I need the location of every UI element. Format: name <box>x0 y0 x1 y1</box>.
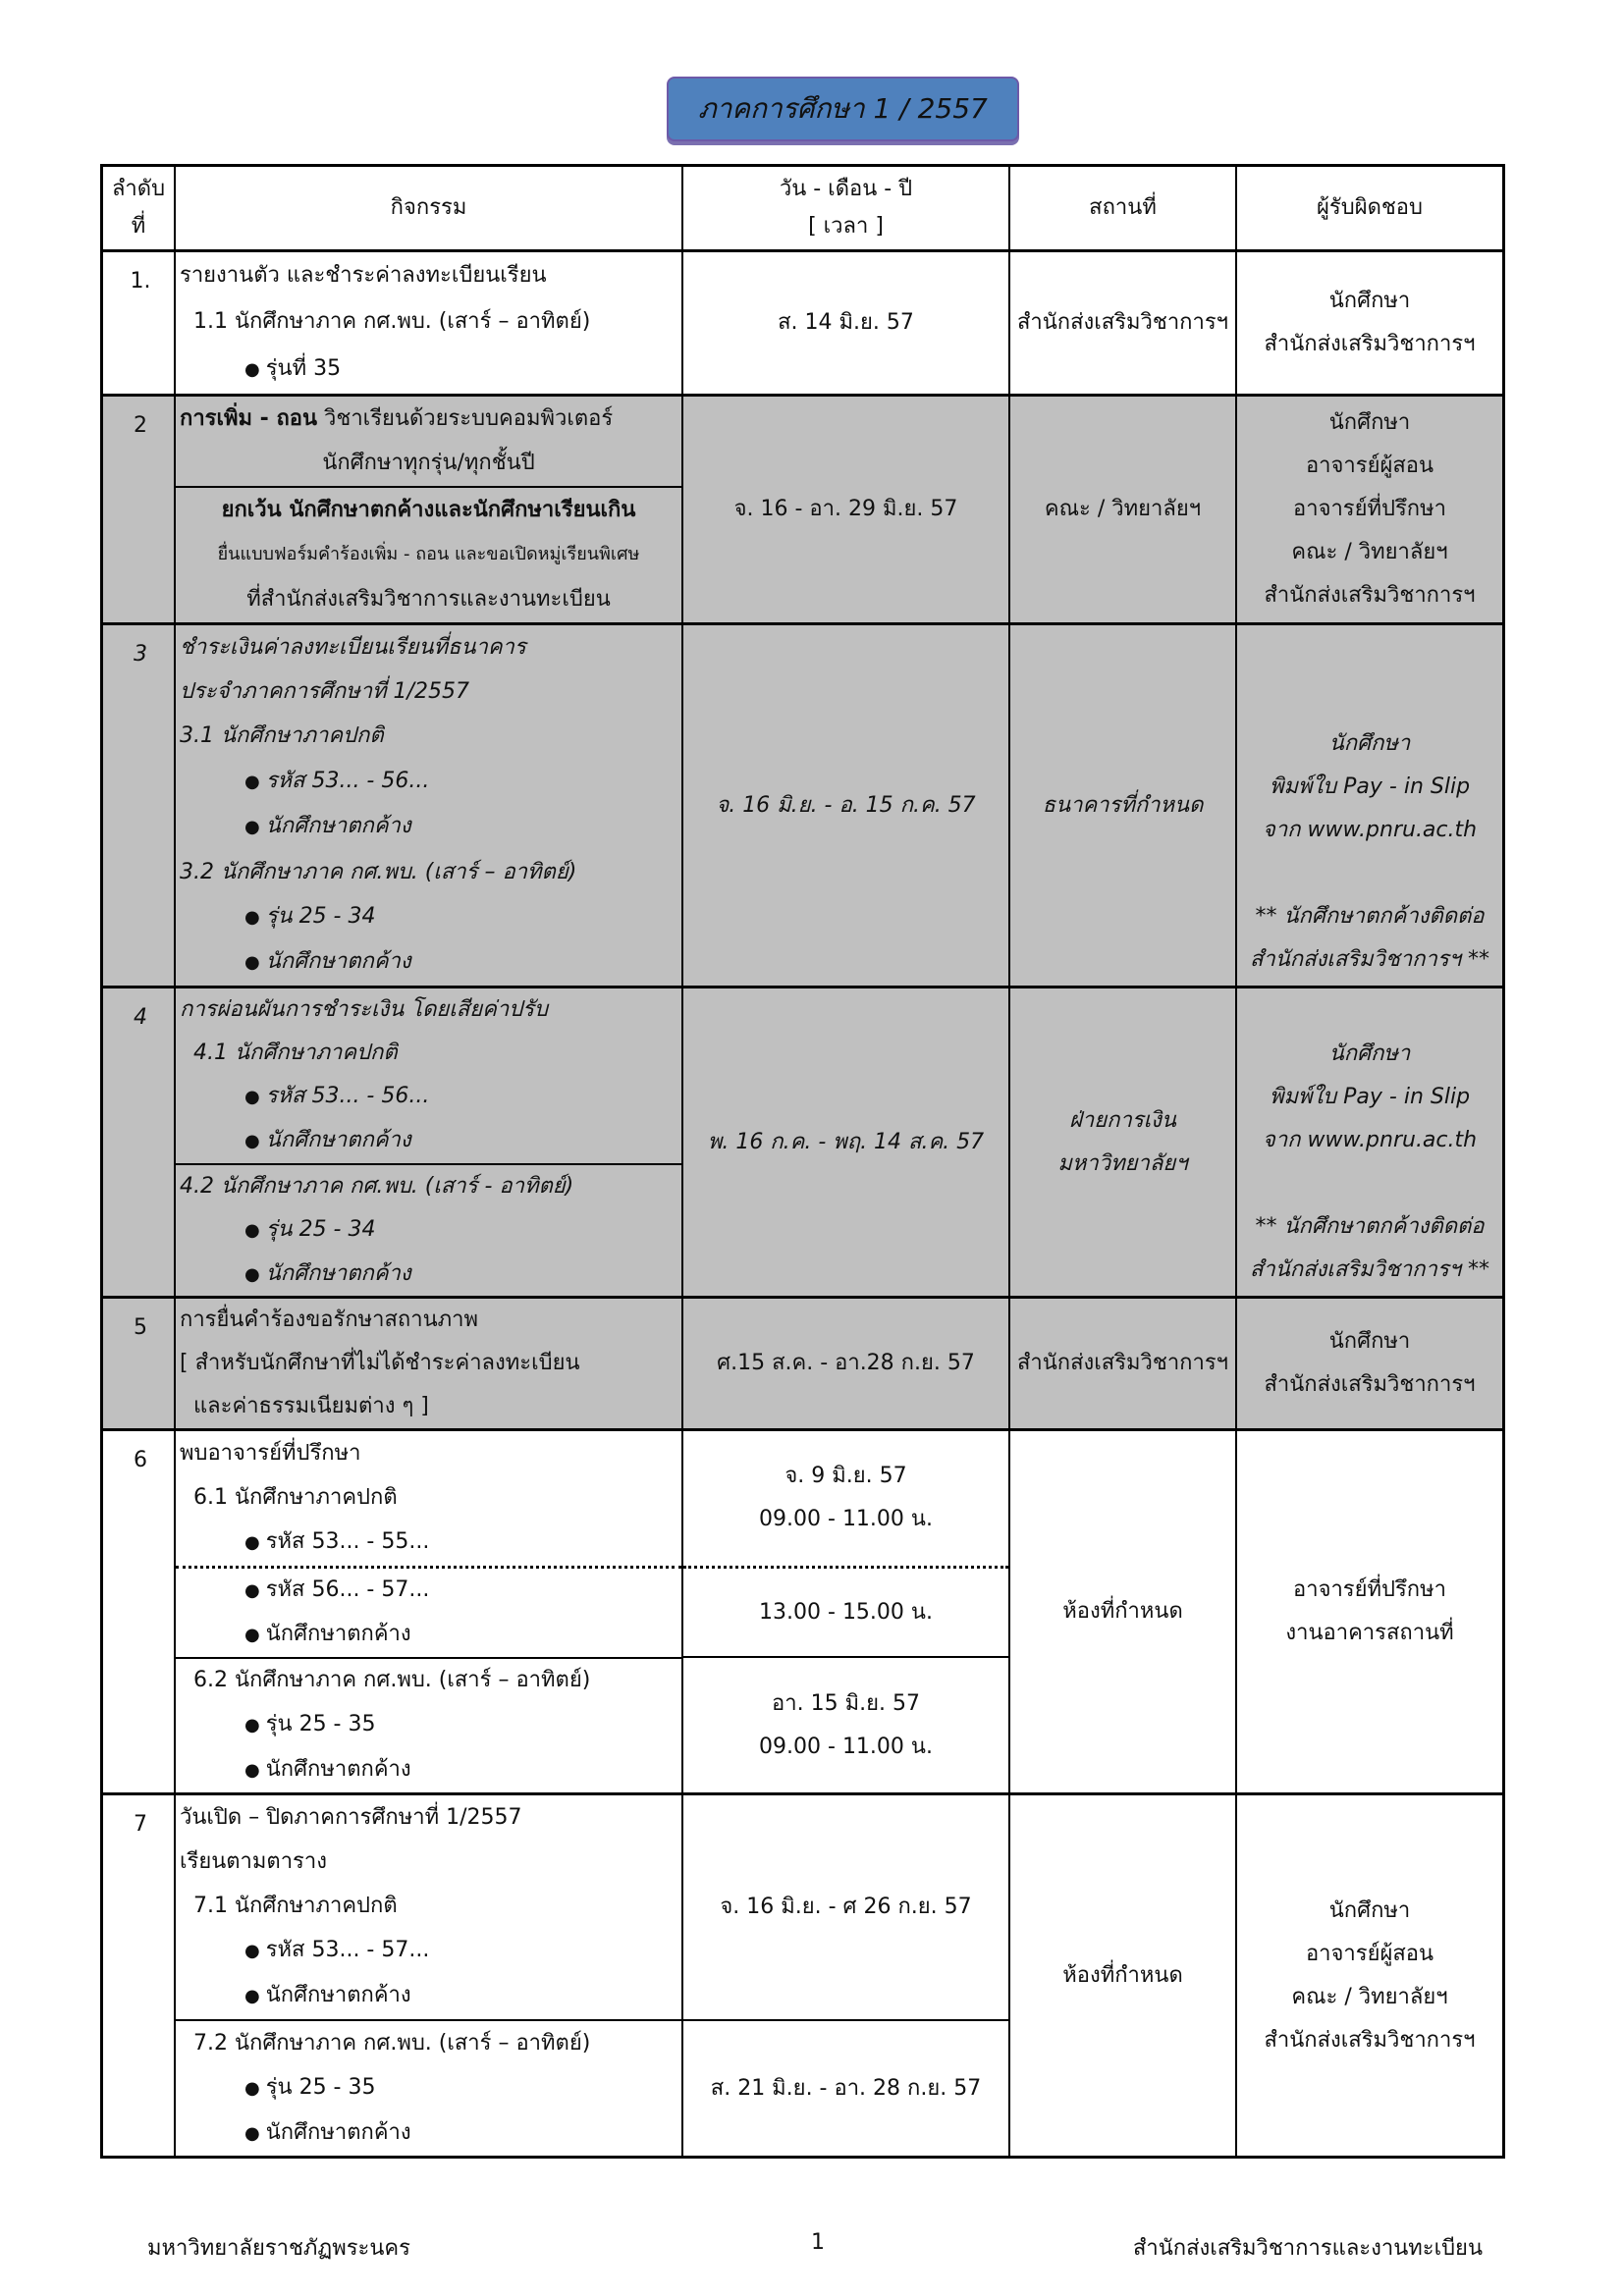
row-number: 5 <box>134 1315 147 1340</box>
place-cell <box>1008 988 1235 1296</box>
activity-text: นักศึกษาตกค้าง <box>265 2119 411 2145</box>
activity-line <box>176 1929 681 1973</box>
activity-line <box>176 1476 681 1520</box>
activity-line <box>176 300 681 344</box>
activity-text: การยื่นคำร้องขอรักษาสถานภาพ <box>180 1308 479 1332</box>
row-number: 7 <box>134 1812 147 1837</box>
activity-line <box>176 940 681 985</box>
activity-text: วิชาเรียนด้วยระบบคอมพิวเตอร์ <box>317 405 614 431</box>
activity-line <box>176 1613 681 1657</box>
header-activity <box>174 167 681 249</box>
date-text: 09.00 - 11.00 น. <box>759 1507 933 1532</box>
activity-line <box>176 626 681 669</box>
responsible-cell <box>1235 397 1502 622</box>
responsible-text: นักศึกษา <box>1328 1041 1411 1066</box>
activity-text: ชำระเงินค่าลงทะเบียนเรียนที่ธนาคาร <box>180 634 526 660</box>
header-no <box>103 167 174 249</box>
date-text: ส. 21 มิ.ย. - อา. 28 ก.ย. 57 <box>710 2075 982 2101</box>
header-date-text: วัน - เดือน - ปี <box>779 177 913 201</box>
place-text: ห้องที่กำหนด <box>1062 1599 1183 1624</box>
place-text: สำนักส่งเสริมวิชาการฯ <box>1016 310 1229 335</box>
activity-text: รหัส 56... - 57... <box>265 1576 430 1602</box>
row-number-cell <box>103 252 174 394</box>
responsible-text: ** นักศึกษาตกค้างติดต่อ <box>1255 1214 1485 1239</box>
date-text: ส. 14 มิ.ย. 57 <box>778 310 914 335</box>
row-number-cell <box>103 625 174 986</box>
activity-text: [ สำหรับนักศึกษาที่ไม่ได้ชำระค่าลงทะเบียน <box>180 1351 580 1375</box>
date-block <box>683 397 1008 622</box>
schedule-table <box>100 164 1505 2159</box>
activity-text: รุ่นที่ 35 <box>265 356 342 382</box>
bullet-icon: ● <box>244 1714 260 1735</box>
header-place-text: สถานที่ <box>1089 195 1157 220</box>
date-cell <box>681 625 1008 986</box>
table-row <box>103 394 1502 622</box>
table-row <box>103 249 1502 394</box>
activity-line <box>176 895 681 939</box>
activity-line <box>176 1342 681 1385</box>
activity-line <box>176 1974 681 2018</box>
activity-text: นักศึกษาตกค้าง <box>265 1261 411 1286</box>
bullet-icon: ● <box>244 906 260 928</box>
activity-line <box>176 1075 681 1119</box>
bullet-icon: ● <box>244 1264 260 1285</box>
activity-cell <box>174 252 681 394</box>
activity-text: 3.2 นักศึกษาภาค กศ.พบ. (เสาร์ – อาทิตย์) <box>180 859 577 884</box>
date-block <box>683 1566 1008 1656</box>
responsible-text: สำนักส่งเสริมวิชาการฯ ** <box>1249 947 1490 972</box>
responsible-cell <box>1235 1431 1502 1792</box>
activity-text: พบอาจารย์ที่ปรึกษา <box>180 1440 361 1466</box>
activity-line <box>176 805 681 849</box>
responsible-text: คณะ / วิทยาลัยฯ <box>1291 540 1448 564</box>
place-text: ห้องที่กำหนด <box>1062 1962 1183 1988</box>
activity-block <box>176 988 681 1163</box>
footer-university: มหาวิทยาลัยราชภัฏพระนคร <box>147 2236 410 2261</box>
bullet-icon: ● <box>244 1986 260 2007</box>
activity-text: 6.1 นักศึกษาภาคปกติ <box>193 1484 398 1510</box>
responsible-cell <box>1235 252 1502 394</box>
row-number-cell <box>103 1431 174 1792</box>
row-number-cell <box>103 988 174 1296</box>
activity-text: 4.2 นักศึกษาภาค กศ.พบ. (เสาร์ - อาทิตย์) <box>180 1174 574 1199</box>
activity-line <box>176 1385 681 1428</box>
row-number: 2 <box>134 413 147 438</box>
date-block <box>683 252 1008 394</box>
responsible-text: อาจารย์ที่ปรึกษา <box>1293 497 1446 521</box>
header-date-text: [ เวลา ] <box>808 214 884 239</box>
table-row <box>103 986 1502 1296</box>
bullet-icon: ● <box>244 1131 260 1151</box>
activity-line <box>176 2022 681 2065</box>
activity-block <box>176 1431 681 1566</box>
activity-cell <box>174 1795 681 2156</box>
place-cell <box>1008 397 1235 622</box>
activity-text: 1.1 นักศึกษาภาค กศ.พบ. (เสาร์ – อาทิตย์) <box>193 309 591 335</box>
bullet-icon: ● <box>244 1941 260 1962</box>
activity-text: นักศึกษาตกค้าง <box>265 1128 411 1152</box>
activity-text: นักศึกษาตกค้าง <box>265 814 411 839</box>
activity-text: นักศึกษาตกค้าง <box>265 1621 411 1646</box>
activity-line <box>176 1796 681 1840</box>
row-number: 6 <box>134 1448 147 1472</box>
date-text: จ. 16 - อา. 29 มิ.ย. 57 <box>733 497 958 521</box>
header-activity-text: กิจกรรม <box>390 195 467 220</box>
responsible-cell <box>1235 988 1502 1296</box>
date-text: พ. 16 ก.ค. - พฤ. 14 ส.ค. 57 <box>707 1129 985 1154</box>
responsible-text: นักศึกษา <box>1328 731 1411 756</box>
footer-office: สำนักส่งเสริมวิชาการและงานทะเบียน <box>1132 2236 1483 2261</box>
activity-text: นักศึกษาทุกรุ่น/ทุกชั้นปี <box>322 451 535 476</box>
place-text: มหาวิทยาลัยฯ <box>1057 1150 1188 1176</box>
responsible-text: สำนักส่งเสริมวิชาการฯ ** <box>1249 1257 1490 1282</box>
date-text: 13.00 - 15.00 น. <box>759 1599 933 1625</box>
responsible-text: ** นักศึกษาตกค้างติดต่อ <box>1255 904 1485 929</box>
semester-title: ภาคการศึกษา 1 / 2557 <box>667 77 1019 141</box>
activity-line <box>176 578 681 621</box>
activity-line <box>176 1521 681 1565</box>
date-block <box>683 1431 1008 1566</box>
activity-text: ที่สำนักส่งเสริมวิชาการและงานทะเบียน <box>246 587 611 613</box>
activity-line <box>176 715 681 758</box>
activity-text: และค่าธรรมเนียมต่าง ๆ ] <box>193 1394 429 1418</box>
row-number: 4 <box>134 1005 147 1030</box>
activity-cell <box>174 1431 681 1792</box>
date-cell <box>681 1431 1008 1792</box>
activity-line <box>176 1253 681 1297</box>
activity-cell <box>174 397 681 622</box>
bullet-icon: ● <box>244 771 260 792</box>
activity-line <box>176 851 681 894</box>
activity-text: รหัส 53... - 56... <box>265 1084 430 1108</box>
responsible-text: สำนักส่งเสริมวิชาการฯ <box>1264 583 1476 608</box>
activity-line <box>176 1569 681 1613</box>
bullet-icon: ● <box>244 2077 260 2099</box>
activity-text: นักศึกษาตกค้าง <box>265 949 411 975</box>
responsible-text: พิมพ์ใบ Pay - in Slip <box>1269 1085 1471 1109</box>
activity-text: การผ่อนผันการชำระเงิน โดยเสียค่าปรับ <box>180 997 548 1022</box>
activity-block <box>176 625 681 986</box>
activity-block <box>176 1163 681 1297</box>
activity-text: รุ่น 25 - 35 <box>265 2074 376 2100</box>
responsible-text: นักศึกษา <box>1328 1897 1411 1923</box>
responsible-text: นักศึกษา <box>1328 1329 1411 1354</box>
responsible-text: อาจารย์ที่ปรึกษา <box>1293 1577 1446 1602</box>
activity-line <box>176 988 681 1032</box>
header-no-text: ลำดับ <box>111 177 166 201</box>
activity-line <box>176 1885 681 1928</box>
place-cell <box>1008 252 1235 394</box>
activity-text: 7.2 นักศึกษาภาค กศ.พบ. (เสาร์ – อาทิตย์) <box>193 2030 591 2056</box>
activity-bold-text: การเพิ่ม - ถอน <box>180 405 318 431</box>
activity-line <box>176 254 681 297</box>
footer-page-number: 1 <box>811 2230 825 2255</box>
date-text: อา. 15 มิ.ย. 57 <box>772 1690 920 1716</box>
place-text: ฝ่ายการเงิน <box>1069 1107 1176 1133</box>
responsible-text: นักศึกษา <box>1328 289 1411 313</box>
activity-text: 6.2 นักศึกษาภาค กศ.พบ. (เสาร์ – อาทิตย์) <box>193 1667 591 1692</box>
activity-block <box>176 1795 681 2019</box>
activity-cell <box>174 1299 681 1428</box>
activity-line <box>176 2111 681 2156</box>
activity-line <box>176 2066 681 2110</box>
place-cell <box>1008 1795 1235 2156</box>
bullet-icon: ● <box>244 1087 260 1107</box>
date-block <box>683 1299 1008 1428</box>
table-header-row <box>103 167 1502 249</box>
activity-line <box>176 1119 681 1163</box>
activity-text: 3.1 นักศึกษาภาคปกติ <box>180 723 384 749</box>
date-cell <box>681 988 1008 1296</box>
date-block <box>683 988 1008 1296</box>
place-cell <box>1008 625 1235 986</box>
activity-line <box>176 1299 681 1342</box>
activity-line <box>176 1748 681 1792</box>
bullet-icon: ● <box>244 952 260 974</box>
responsible-text: สำนักส่งเสริมวิชาการฯ <box>1264 1372 1476 1397</box>
activity-line <box>176 1032 681 1075</box>
bullet-icon: ● <box>244 1579 260 1601</box>
bullet-icon: ● <box>244 2122 260 2144</box>
place-text: ธนาคารที่กำหนด <box>1042 792 1204 818</box>
date-text: จ. 9 มิ.ย. 57 <box>784 1464 907 1489</box>
activity-text: ยื่นแบบฟอร์มคำร้องเพิ่ม - ถอน และขอเปิดหมู่เรียนพิเศษ <box>217 544 640 565</box>
row-number: 3 <box>134 642 147 667</box>
activity-line <box>176 1432 681 1475</box>
activity-block <box>176 2019 681 2156</box>
responsible-text: อาจารย์ผู้สอน <box>1305 454 1434 478</box>
activity-line <box>176 442 681 485</box>
responsible-cell <box>1235 1299 1502 1428</box>
responsible-text: พิมพ์ใบ Pay - in Slip <box>1269 774 1471 799</box>
responsible-text: งานอาคารสถานที่ <box>1285 1621 1454 1645</box>
activity-text: รายงานตัว และชำระค่าลงทะเบียนเรียน <box>180 262 547 288</box>
activity-text: 4.1 นักศึกษาภาคปกติ <box>193 1041 398 1065</box>
row-number-cell <box>103 397 174 622</box>
responsible-text: จาก www.pnru.ac.th <box>1262 818 1478 842</box>
activity-line <box>176 760 681 804</box>
bullet-icon: ● <box>244 817 260 838</box>
date-text: จ. 16 มิ.ย. - อ. 15 ก.ค. 57 <box>716 792 976 818</box>
row-number: 1. <box>130 269 151 294</box>
activity-text: รุ่น 25 - 35 <box>265 1711 376 1736</box>
activity-block <box>176 1299 681 1428</box>
table-row <box>103 622 1502 986</box>
date-cell <box>681 252 1008 394</box>
date-block <box>683 2019 1008 2156</box>
activity-text: เรียนตามตาราง <box>180 1848 327 1874</box>
activity-block <box>176 1657 681 1793</box>
activity-line <box>176 347 681 392</box>
table-row <box>103 1428 1502 1792</box>
header-responsible-text: ผู้รับผิดชอบ <box>1317 195 1423 220</box>
activity-block <box>176 397 681 486</box>
activity-text: ประจำภาคการศึกษาที่ 1/2557 <box>180 679 469 705</box>
place-cell <box>1008 1299 1235 1428</box>
activity-text: นักศึกษาตกค้าง <box>265 1756 411 1782</box>
date-text: 09.00 - 11.00 น. <box>759 1734 933 1759</box>
responsible-text: จาก www.pnru.ac.th <box>1262 1128 1478 1152</box>
bullet-icon: ● <box>244 1220 260 1241</box>
activity-block <box>176 486 681 622</box>
responsible-text: สำนักส่งเสริมวิชาการฯ <box>1264 332 1476 356</box>
activity-cell <box>174 988 681 1296</box>
activity-text: นักศึกษาตกค้าง <box>265 1983 411 2008</box>
header-date <box>681 167 1008 249</box>
place-text: คณะ / วิทยาลัยฯ <box>1044 497 1202 521</box>
activity-bold-text: ยกเว้น นักศึกษาตกค้างและนักศึกษาเรียนเกิน <box>221 497 636 522</box>
bullet-icon: ● <box>244 1759 260 1781</box>
activity-text: รุ่น 25 - 34 <box>265 903 376 929</box>
activity-line <box>176 1208 681 1253</box>
date-cell <box>681 1795 1008 2156</box>
place-cell <box>1008 1431 1235 1792</box>
date-block <box>683 1656 1008 1792</box>
activity-block <box>176 252 681 394</box>
responsible-text: นักศึกษา <box>1328 410 1411 435</box>
activity-line <box>176 1165 681 1208</box>
activity-line <box>176 1703 681 1747</box>
activity-line <box>176 1841 681 1884</box>
date-text: ศ.15 ส.ค. - อา.28 ก.ย. 57 <box>717 1351 975 1375</box>
activity-block <box>176 1566 681 1657</box>
responsible-text: อาจารย์ผู้สอน <box>1305 1941 1434 1966</box>
activity-line <box>176 398 681 441</box>
activity-text: 7.1 นักศึกษาภาคปกติ <box>193 1894 398 1919</box>
date-block <box>683 625 1008 986</box>
place-text: สำนักส่งเสริมวิชาการฯ <box>1016 1351 1229 1375</box>
responsible-text: คณะ / วิทยาลัยฯ <box>1291 1984 1448 2009</box>
date-cell <box>681 397 1008 622</box>
activity-cell <box>174 625 681 986</box>
activity-line <box>176 670 681 714</box>
responsible-cell <box>1235 625 1502 986</box>
row-number-cell <box>103 1299 174 1428</box>
activity-text: รุ่น 25 - 34 <box>265 1217 376 1242</box>
responsible-cell <box>1235 1795 1502 2156</box>
table-row <box>103 1792 1502 2156</box>
activity-text: วันเปิด – ปิดภาคการศึกษาที่ 1/2557 <box>180 1804 522 1830</box>
activity-text: รหัส 53... - 55... <box>265 1528 430 1554</box>
table-row <box>103 1296 1502 1428</box>
bullet-icon: ● <box>244 1624 260 1645</box>
header-no-text: ที่ <box>131 214 146 239</box>
date-text: จ. 16 มิ.ย. - ศ 26 ก.ย. 57 <box>720 1895 972 1920</box>
date-cell <box>681 1299 1008 1428</box>
row-number-cell <box>103 1795 174 2156</box>
activity-line <box>176 489 681 532</box>
activity-text: รหัส 53... - 56... <box>265 768 430 793</box>
header-place <box>1008 167 1235 249</box>
header-responsible <box>1235 167 1502 249</box>
activity-line <box>176 1659 681 1702</box>
bullet-icon: ● <box>244 359 260 381</box>
date-block <box>683 1795 1008 2019</box>
activity-line <box>176 533 681 576</box>
bullet-icon: ● <box>244 1531 260 1553</box>
activity-text: รหัส 53... - 57... <box>265 1938 430 1963</box>
responsible-text: สำนักส่งเสริมวิชาการฯ <box>1264 2027 1476 2053</box>
